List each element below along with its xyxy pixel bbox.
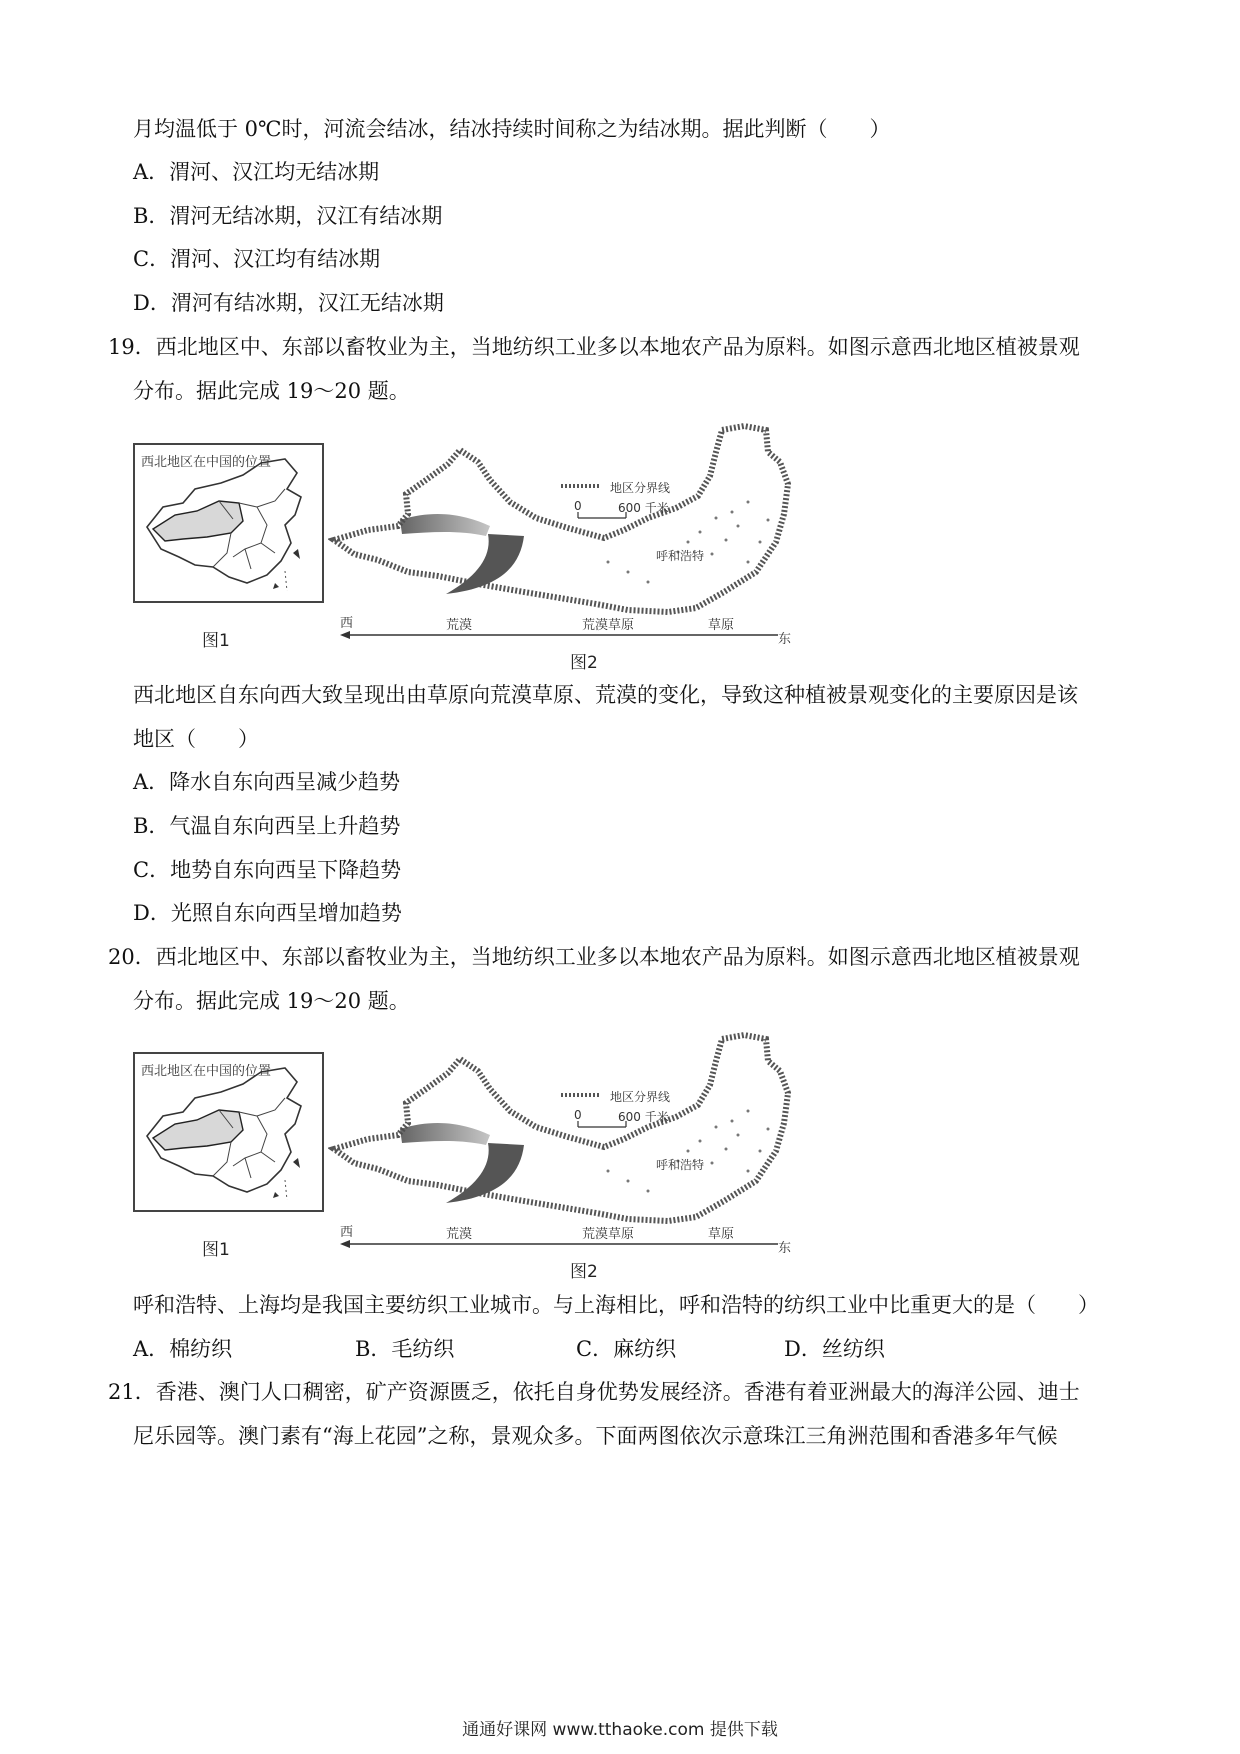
scale-distance-label: 600 千米 (618, 1110, 669, 1124)
legend-boundary-label: 地区分界线 (610, 1090, 671, 1104)
question-21-line2: 尼乐园等。澳门素有“海上花园”之称，景观众多。下面两图依次示意珠江三角洲范围和香港多年气候 (133, 1424, 1058, 1448)
china-outline-icon (135, 1054, 322, 1210)
figure-2-label: 图2 (570, 653, 598, 673)
inset-caption: 西北地区在中国的位置 (141, 1064, 272, 1079)
q20-option-b: B．毛纺织 (355, 1337, 455, 1361)
scale-distance-label: 600 千米 (618, 501, 669, 515)
question-20-prompt: 呼和浩特、上海均是我国主要纺织工业城市。与上海相比，呼和浩特的纺织工业中比重更大的是（ ） (133, 1293, 1099, 1317)
china-inset-map (133, 443, 324, 603)
q19-option-d: D．光照自东向西呈增加趋势 (133, 901, 402, 925)
northwest-vegetation-figure (130, 422, 810, 673)
question-19-stem-line2: 分布。据此完成 19～20 题。 (133, 379, 410, 403)
legend-boundary-label: 地区分界线 (610, 481, 671, 495)
question-18-stem: 月均温低于 0℃时，河流会结冰，结冰持续时间称之为结冰期。据此判断（ ） (133, 117, 891, 141)
option-b: B．渭河无结冰期，汉江有结冰期 (133, 204, 443, 228)
zone-desert-steppe-label: 荒漠草原 (582, 618, 635, 633)
question-20-stem-line2: 分布。据此完成 19～20 题。 (133, 989, 410, 1013)
option-d: D．渭河有结冰期，汉江无结冰期 (133, 291, 444, 315)
q20-option-d: D．丝纺织 (784, 1337, 885, 1361)
q19-option-a: A．降水自东向西呈减少趋势 (133, 770, 401, 794)
figure-1-label: 图1 (202, 631, 230, 651)
q20-option-a: A．棉纺织 (133, 1337, 233, 1361)
china-inset-map (133, 1052, 324, 1212)
scale-zero-label: 0 (574, 499, 582, 513)
question-19-stem-line1: 19．西北地区中、东部以畜牧业为主，当地纺织工业多以本地农产品为原料。如图示意西北地区植被景观 (108, 335, 1080, 359)
northwest-vegetation-figure-repeat (130, 1031, 810, 1282)
zone-desert-label: 荒漠 (446, 618, 473, 633)
option-c: C．渭河、汉江均有结冰期 (133, 247, 381, 271)
northwest-region-map (328, 1031, 808, 1231)
figure-2-label: 图2 (570, 1262, 598, 1282)
zone-steppe-label: 草原 (708, 1227, 735, 1242)
city-label-hohhot: 呼和浩特 (656, 549, 705, 563)
zone-desert-steppe-label: 荒漠草原 (582, 1227, 635, 1242)
q19-option-c: C．地势自东向西呈下降趋势 (133, 858, 402, 882)
page-footer: 通通好课网 www.tthaoke.com 提供下载 (462, 1720, 778, 1740)
figure-1-label: 图1 (202, 1240, 230, 1260)
question-20-stem-line1: 20．西北地区中、东部以畜牧业为主，当地纺织工业多以本地农产品为原料。如图示意西北地区植被景观 (108, 945, 1080, 969)
inset-caption: 西北地区在中国的位置 (141, 455, 272, 470)
axis-east-label: 东 (778, 1241, 792, 1256)
zone-desert-label: 荒漠 (446, 1227, 473, 1242)
axis-west-label: 西 (340, 616, 354, 631)
axis-east-label: 东 (778, 632, 792, 647)
axis-west-label: 西 (340, 1225, 354, 1240)
northwest-region-map (328, 422, 808, 622)
question-21-line1: 21．香港、澳门人口稠密，矿产资源匮乏，依托自身优势发展经济。香港有着亚洲最大的海洋公园、迪士 (108, 1380, 1080, 1404)
city-label-hohhot: 呼和浩特 (656, 1158, 705, 1172)
scale-zero-label: 0 (574, 1108, 582, 1122)
q19-option-b: B．气温自东向西呈上升趋势 (133, 814, 401, 838)
zone-steppe-label: 草原 (708, 618, 735, 633)
question-19-prompt-line2: 地区（ ） (133, 727, 259, 751)
china-outline-icon (135, 445, 322, 601)
q20-option-c: C．麻纺织 (576, 1337, 677, 1361)
question-19-prompt-line1: 西北地区自东向西大致呈现出由草原向荒漠草原、荒漠的变化，导致这种植被景观变化的主要原因是该 (133, 683, 1078, 707)
option-a: A．渭河、汉江均无结冰期 (133, 160, 380, 184)
